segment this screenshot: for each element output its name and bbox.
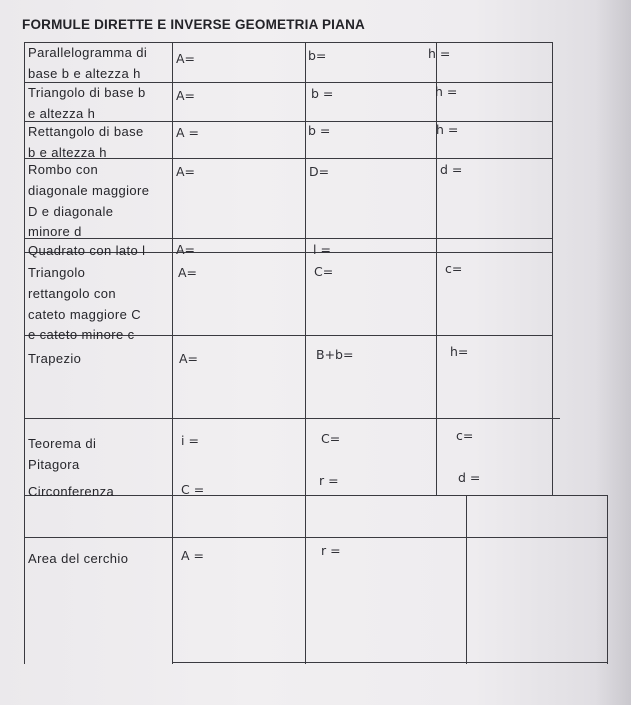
field-area[interactable]: A=	[179, 351, 199, 366]
row-label-triangolo-rettangolo: Triangolo rettangolo con cateto maggiore C e cateto minore c	[28, 265, 142, 343]
table-row-divider	[24, 418, 560, 419]
field-bases-sum[interactable]: B+b=	[316, 347, 354, 362]
field-radius[interactable]: r =	[321, 543, 341, 558]
table-border-right	[607, 495, 608, 664]
field-base[interactable]: b =	[308, 123, 331, 138]
page-title: FORMULE DIRETTE E INVERSE GEOMETRIA PIANA	[22, 17, 365, 32]
row-label-teorema-di-pitagora: Teorema di Pitagora	[28, 436, 97, 472]
field-area[interactable]: A=	[178, 265, 198, 280]
row-label-area-del-cerchio: Area del cerchio	[28, 551, 129, 566]
table-column-divider	[172, 42, 173, 664]
row-label-circonferenza: Circonferenza	[28, 484, 115, 499]
field-radius[interactable]: r =	[319, 473, 339, 488]
field-area[interactable]: A=	[176, 164, 196, 179]
field-base[interactable]: b=	[308, 48, 327, 63]
formula-table	[24, 42, 608, 664]
field-circumference[interactable]: C =	[181, 482, 205, 497]
row-label-parallelogramma: Parallelogramma di base b e altezza h	[28, 45, 148, 81]
table-column-divider	[466, 495, 467, 664]
field-major-cathetus[interactable]: C=	[314, 264, 334, 279]
field-minor-diagonal[interactable]: d =	[440, 162, 463, 177]
table-border-left	[24, 42, 25, 664]
field-minor-cathetus[interactable]: c=	[456, 428, 474, 443]
row-label-trapezio: Trapezio	[28, 351, 82, 366]
field-height[interactable]: h =	[428, 46, 451, 61]
row-label-triangolo: Triangolo di base b e altezza h	[28, 85, 146, 121]
field-area[interactable]: A=	[176, 88, 196, 103]
field-base[interactable]: b =	[311, 86, 334, 101]
field-diameter[interactable]: d =	[458, 470, 481, 485]
field-hypotenuse[interactable]: i =	[181, 433, 199, 448]
field-height[interactable]: h =	[435, 84, 458, 99]
field-side[interactable]: l =	[313, 242, 331, 257]
field-area[interactable]: A =	[181, 548, 204, 563]
field-minor-cathetus[interactable]: c=	[445, 261, 463, 276]
table-column-divider	[305, 42, 306, 664]
row-label-quadrato: Quadrato con lato l	[28, 243, 146, 258]
field-area[interactable]: A =	[176, 125, 199, 140]
field-area[interactable]: A=	[176, 242, 196, 257]
table-border-bottom	[172, 662, 608, 663]
row-label-rettangolo: Rettangolo di base b e altezza h	[28, 124, 144, 160]
table-row-divider	[24, 537, 608, 538]
field-major-cathetus[interactable]: C=	[321, 431, 341, 446]
field-area[interactable]: A=	[176, 51, 196, 66]
field-height[interactable]: h =	[436, 122, 459, 137]
field-height[interactable]: h=	[450, 344, 469, 359]
table-border-right	[552, 42, 553, 495]
table-column-divider	[436, 42, 437, 495]
row-label-rombo: Rombo con diagonale maggiore D e diagonale minore d	[28, 162, 150, 240]
field-major-diagonal[interactable]: D=	[309, 164, 330, 179]
